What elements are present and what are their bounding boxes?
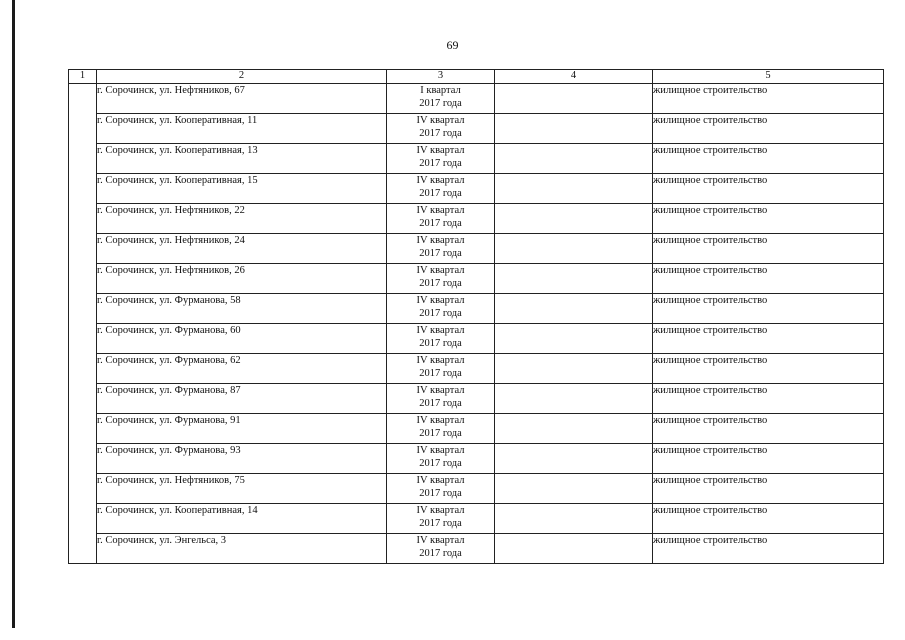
period-year: 2017 года — [419, 428, 462, 439]
period-year: 2017 года — [419, 98, 462, 109]
period-quarter: IV квартал — [416, 145, 465, 156]
column-header-1: 1 — [69, 70, 97, 84]
table-row — [69, 474, 884, 504]
period-cell — [387, 234, 495, 264]
column-header-5: 5 — [653, 70, 884, 84]
period-year: 2017 года — [419, 248, 462, 259]
period-year: 2017 года — [419, 488, 462, 499]
period-quarter: IV квартал — [416, 385, 465, 396]
period-year: 2017 года — [419, 518, 462, 529]
period-year: 2017 года — [419, 188, 462, 199]
address-cell: г. Сорочинск, ул. Нефтяников, 75 — [97, 474, 387, 504]
purpose-cell: жилищное строительство — [653, 114, 884, 144]
period-cell — [387, 474, 495, 504]
row-number-cell — [69, 84, 97, 564]
column-4-cell — [495, 444, 653, 474]
period-cell — [387, 504, 495, 534]
period-quarter: IV квартал — [416, 445, 465, 456]
table-header-row — [69, 70, 884, 84]
table-row — [69, 204, 884, 234]
table-row — [69, 84, 884, 114]
period-quarter: IV квартал — [416, 295, 465, 306]
table-row — [69, 504, 884, 534]
period-quarter: IV квартал — [416, 175, 465, 186]
purpose-cell: жилищное строительство — [653, 384, 884, 414]
address-cell: г. Сорочинск, ул. Энгельса, 3 — [97, 534, 387, 564]
period-quarter: IV квартал — [416, 325, 465, 336]
column-4-cell — [495, 234, 653, 264]
scan-edge-line — [12, 0, 15, 628]
address-cell: г. Сорочинск, ул. Нефтяников, 67 — [97, 84, 387, 114]
column-4-cell — [495, 144, 653, 174]
purpose-cell: жилищное строительство — [653, 174, 884, 204]
period-year: 2017 года — [419, 368, 462, 379]
table-row — [69, 234, 884, 264]
table-row — [69, 444, 884, 474]
table-body — [69, 84, 884, 564]
period-quarter: IV квартал — [416, 415, 465, 426]
address-cell: г. Сорочинск, ул. Кооперативная, 13 — [97, 144, 387, 174]
purpose-cell: жилищное строительство — [653, 534, 884, 564]
period-year: 2017 года — [419, 128, 462, 139]
column-4-cell — [495, 84, 653, 114]
address-cell: г. Сорочинск, ул. Фурманова, 91 — [97, 414, 387, 444]
period-cell — [387, 444, 495, 474]
page-number: 69 — [446, 38, 459, 52]
period-quarter: IV квартал — [416, 535, 465, 546]
column-4-cell — [495, 474, 653, 504]
period-cell — [387, 174, 495, 204]
column-header-3: 3 — [387, 70, 495, 84]
address-cell: г. Сорочинск, ул. Нефтяников, 22 — [97, 204, 387, 234]
purpose-cell: жилищное строительство — [653, 294, 884, 324]
column-header-4: 4 — [495, 70, 653, 84]
period-quarter: IV квартал — [416, 235, 465, 246]
period-quarter: IV квартал — [416, 355, 465, 366]
period-quarter: I квартал — [420, 85, 461, 96]
period-cell — [387, 384, 495, 414]
purpose-cell: жилищное строительство — [653, 264, 884, 294]
period-year: 2017 года — [419, 398, 462, 409]
period-cell — [387, 294, 495, 324]
period-year: 2017 года — [419, 308, 462, 319]
column-4-cell — [495, 264, 653, 294]
period-quarter: IV квартал — [416, 475, 465, 486]
period-quarter: IV квартал — [416, 265, 465, 276]
period-cell — [387, 144, 495, 174]
period-year: 2017 года — [419, 278, 462, 289]
purpose-cell: жилищное строительство — [653, 204, 884, 234]
land-plots-table — [68, 69, 884, 564]
column-4-cell — [495, 354, 653, 384]
period-quarter: IV квартал — [416, 115, 465, 126]
column-4-cell — [495, 384, 653, 414]
table-row — [69, 354, 884, 384]
column-4-cell — [495, 294, 653, 324]
period-year: 2017 года — [419, 458, 462, 469]
table-row — [69, 324, 884, 354]
column-4-cell — [495, 504, 653, 534]
address-cell: г. Сорочинск, ул. Фурманова, 62 — [97, 354, 387, 384]
table-row — [69, 144, 884, 174]
period-year: 2017 года — [419, 158, 462, 169]
purpose-cell: жилищное строительство — [653, 504, 884, 534]
table-row — [69, 294, 884, 324]
address-cell: г. Сорочинск, ул. Кооперативная, 11 — [97, 114, 387, 144]
column-4-cell — [495, 204, 653, 234]
period-cell — [387, 354, 495, 384]
column-header-2: 2 — [97, 70, 387, 84]
purpose-cell: жилищное строительство — [653, 414, 884, 444]
table-row — [69, 174, 884, 204]
period-cell — [387, 114, 495, 144]
column-4-cell — [495, 174, 653, 204]
period-cell — [387, 264, 495, 294]
column-4-cell — [495, 114, 653, 144]
purpose-cell: жилищное строительство — [653, 354, 884, 384]
period-year: 2017 года — [419, 548, 462, 559]
address-cell: г. Сорочинск, ул. Кооперативная, 15 — [97, 174, 387, 204]
address-cell: г. Сорочинск, ул. Нефтяников, 26 — [97, 264, 387, 294]
purpose-cell: жилищное строительство — [653, 474, 884, 504]
period-year: 2017 года — [419, 218, 462, 229]
period-cell — [387, 534, 495, 564]
period-year: 2017 года — [419, 338, 462, 349]
purpose-cell: жилищное строительство — [653, 444, 884, 474]
period-quarter: IV квартал — [416, 205, 465, 216]
address-cell: г. Сорочинск, ул. Фурманова, 87 — [97, 384, 387, 414]
purpose-cell: жилищное строительство — [653, 144, 884, 174]
address-cell: г. Сорочинск, ул. Фурманова, 58 — [97, 294, 387, 324]
address-cell: г. Сорочинск, ул. Нефтяников, 24 — [97, 234, 387, 264]
purpose-cell: жилищное строительство — [653, 324, 884, 354]
address-cell: г. Сорочинск, ул. Кооперативная, 14 — [97, 504, 387, 534]
address-cell: г. Сорочинск, ул. Фурманова, 60 — [97, 324, 387, 354]
column-4-cell — [495, 324, 653, 354]
table-row — [69, 384, 884, 414]
table-row — [69, 534, 884, 564]
column-4-cell — [495, 414, 653, 444]
purpose-cell: жилищное строительство — [653, 84, 884, 114]
address-cell: г. Сорочинск, ул. Фурманова, 93 — [97, 444, 387, 474]
purpose-cell: жилищное строительство — [653, 234, 884, 264]
period-quarter: IV квартал — [416, 505, 465, 516]
table-row — [69, 264, 884, 294]
period-cell — [387, 204, 495, 234]
table-row — [69, 114, 884, 144]
column-4-cell — [495, 534, 653, 564]
period-cell — [387, 324, 495, 354]
table-row — [69, 414, 884, 444]
period-cell — [387, 84, 495, 114]
period-cell — [387, 414, 495, 444]
